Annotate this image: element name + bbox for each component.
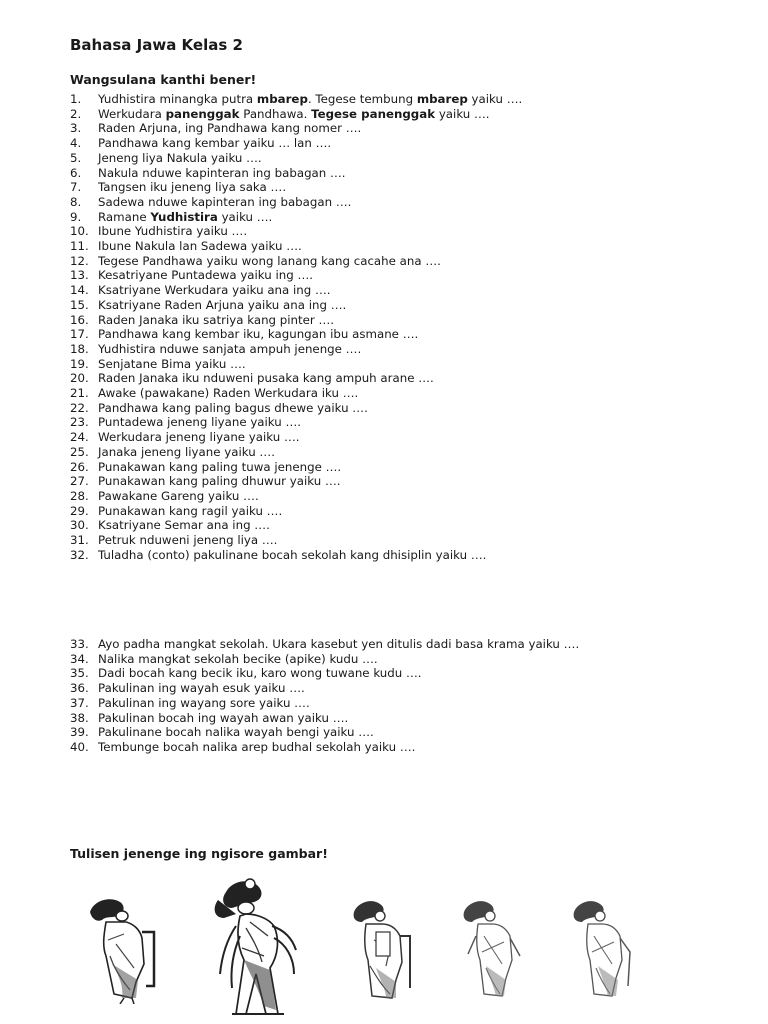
question-number: 10. <box>70 224 89 239</box>
question-item <box>70 652 579 667</box>
question-text: Ramane <box>98 209 151 224</box>
question-list-part2 <box>70 637 579 755</box>
question-text: Sadewa nduwe kapinteran ing babagan …. <box>98 194 352 209</box>
question-bold-term: Tegese panenggak <box>311 106 436 121</box>
question-item <box>70 298 522 313</box>
question-text: Pakulinan bocah ing wayah awan yaiku …. <box>98 710 349 725</box>
question-item <box>70 401 522 416</box>
question-number: 34. <box>70 651 89 666</box>
wayang-puppet-icon <box>346 896 422 1004</box>
question-item <box>70 533 522 548</box>
wayang-puppet-icon <box>568 896 638 1000</box>
question-bold-term: panenggak <box>165 106 240 121</box>
question-number: 31. <box>70 533 89 548</box>
question-text: Ksatriyane Werkudara yaiku ana ing …. <box>98 283 331 298</box>
wayang-puppet-icon <box>206 878 310 1018</box>
question-number: 18. <box>70 341 89 356</box>
question-item <box>70 136 522 151</box>
question-text: Pawakane Gareng yaiku …. <box>98 488 259 503</box>
question-text: Yudhistira minangka putra <box>98 92 257 106</box>
question-number: 6. <box>70 165 82 180</box>
question-item <box>70 254 522 269</box>
question-text: Ibune Yudhistira yaiku …. <box>98 224 248 239</box>
question-text: Raden Janaka iku nduweni pusaka kang ampuh arane …. <box>98 371 434 386</box>
question-item <box>70 151 522 166</box>
question-item <box>70 415 522 430</box>
question-text: Pakulinan ing wayang sore yaiku …. <box>98 695 310 710</box>
question-number: 25. <box>70 444 89 459</box>
question-number: 14. <box>70 283 89 298</box>
question-item <box>70 210 522 225</box>
question-number: 7. <box>70 180 82 195</box>
question-item <box>70 430 522 445</box>
question-text: Punakawan kang paling dhuwur yaiku …. <box>98 474 341 489</box>
question-text: Pandhawa kang kembar yaiku … lan …. <box>98 136 332 151</box>
question-number: 5. <box>70 150 82 165</box>
question-text: Ayo padha mangkat sekolah. Ukara kasebut yen ditulis dadi basa krama yaiku …. <box>98 637 580 651</box>
question-text: Punakawan kang ragil yaiku …. <box>98 503 283 518</box>
question-item <box>70 474 522 489</box>
question-text: Yudhistira nduwe sanjata ampuh jenenge …. <box>98 341 362 356</box>
question-number: 1. <box>70 92 82 106</box>
question-item <box>70 371 522 386</box>
question-text: Raden Janaka iku satriya kang pinter …. <box>98 312 335 327</box>
question-item <box>70 342 522 357</box>
question-text: Janaka jeneng liyane yaiku …. <box>98 444 275 459</box>
question-number: 3. <box>70 121 82 136</box>
question-number: 15. <box>70 297 89 312</box>
question-number: 21. <box>70 386 89 401</box>
question-number: 8. <box>70 194 82 209</box>
question-item <box>70 224 522 239</box>
question-number: 4. <box>70 136 82 151</box>
question-number: 9. <box>70 209 82 224</box>
question-text: Pandhawa kang kembar iku, kagungan ibu asmane …. <box>98 327 419 342</box>
puppet-pictures-row <box>70 872 710 1022</box>
question-text: Pandhawa. <box>239 106 312 121</box>
question-item <box>70 460 522 475</box>
question-item <box>70 386 522 401</box>
question-number: 2. <box>70 106 82 121</box>
question-number: 12. <box>70 253 89 268</box>
question-number: 20. <box>70 371 89 386</box>
question-text: Werkudara <box>98 106 166 121</box>
question-item <box>70 327 522 342</box>
question-item <box>70 107 522 122</box>
question-text: Dadi bocah kang becik iku, karo wong tuwane kudu …. <box>98 666 422 681</box>
question-item <box>70 195 522 210</box>
question-text: Pakulinan ing wayah esuk yaiku …. <box>98 681 305 696</box>
question-text: Petruk nduweni jeneng liya …. <box>98 533 278 548</box>
question-text: Nalika mangkat sekolah becike (apike) kudu …. <box>98 651 378 666</box>
question-text: Punakawan kang paling tuwa jenenge …. <box>98 459 342 474</box>
question-item <box>70 268 522 283</box>
question-text: Tangsen iku jeneng liya saka …. <box>98 180 287 195</box>
question-number: 24. <box>70 430 89 445</box>
question-item <box>70 166 522 181</box>
question-item <box>70 357 522 372</box>
question-item <box>70 548 522 563</box>
question-number: 29. <box>70 503 89 518</box>
section-instruction-answer: Wangsulana kanthi bener! <box>70 72 257 87</box>
question-item <box>70 121 522 136</box>
question-text: . Tegese tembung <box>307 92 417 106</box>
question-text: Awake (pawakane) Raden Werkudara iku …. <box>98 386 359 401</box>
question-number: 38. <box>70 710 89 725</box>
question-item <box>70 681 579 696</box>
question-item <box>70 711 579 726</box>
question-number: 33. <box>70 637 89 651</box>
question-text: yaiku …. <box>467 92 523 106</box>
question-number: 26. <box>70 459 89 474</box>
question-number: 16. <box>70 312 89 327</box>
question-number: 30. <box>70 518 89 533</box>
question-text: Tuladha (conto) pakulinane bocah sekolah kang dhisiplin yaiku …. <box>98 547 487 562</box>
question-number: 13. <box>70 268 89 283</box>
wayang-puppet-icon <box>458 896 528 1000</box>
question-text: Tegese Pandhawa yaiku wong lanang kang cacahe ana …. <box>98 253 441 268</box>
question-item <box>70 489 522 504</box>
section-instruction-pictures: Tulisen jenenge ing ngisore gambar! <box>70 846 328 861</box>
question-list-part1 <box>70 92 522 563</box>
question-text: Jeneng liya Nakula yaiku …. <box>98 150 262 165</box>
question-text: Tembunge bocah nalika arep budhal sekolah yaiku …. <box>98 739 416 754</box>
question-number: 28. <box>70 488 89 503</box>
question-item <box>70 445 522 460</box>
wayang-puppet-icon <box>84 894 164 1004</box>
question-number: 23. <box>70 415 89 430</box>
question-text: Nakula nduwe kapinteran ing babagan …. <box>98 165 346 180</box>
question-number: 39. <box>70 725 89 740</box>
page-title: Bahasa Jawa Kelas 2 <box>70 36 243 54</box>
question-number: 17. <box>70 327 89 342</box>
question-item <box>70 696 579 711</box>
question-text: yaiku …. <box>435 106 490 121</box>
question-text: Raden Arjuna, ing Pandhawa kang nomer …. <box>98 121 362 136</box>
question-text: yaiku …. <box>217 209 273 224</box>
question-text: Senjatane Bima yaiku …. <box>98 356 246 371</box>
question-item <box>70 518 522 533</box>
question-item <box>70 180 522 195</box>
question-item <box>70 725 579 740</box>
question-text: Werkudara jeneng liyane yaiku …. <box>98 430 300 445</box>
question-text: Kesatriyane Puntadewa yaiku ing …. <box>98 268 314 283</box>
question-bold-term: mbarep <box>416 92 468 106</box>
question-item <box>70 504 522 519</box>
question-number: 19. <box>70 356 89 371</box>
question-text: Pandhawa kang paling bagus dhewe yaiku …. <box>98 400 368 415</box>
question-item <box>70 313 522 328</box>
question-item <box>70 283 522 298</box>
question-item <box>70 637 579 652</box>
question-item <box>70 740 579 755</box>
question-number: 32. <box>70 547 89 562</box>
question-text: Pakulinane bocah nalika wayah bengi yaiku …. <box>98 725 374 740</box>
question-text: Ibune Nakula lan Sadewa yaiku …. <box>98 239 302 254</box>
question-number: 35. <box>70 666 89 681</box>
question-number: 11. <box>70 239 89 254</box>
question-number: 27. <box>70 474 89 489</box>
question-item <box>70 92 522 107</box>
question-number: 40. <box>70 739 89 754</box>
question-number: 36. <box>70 681 89 696</box>
question-number: 22. <box>70 400 89 415</box>
question-item <box>70 239 522 254</box>
question-bold-term: mbarep <box>256 92 308 106</box>
question-bold-term: Yudhistira <box>150 209 218 224</box>
question-number: 37. <box>70 695 89 710</box>
question-text: Ksatriyane Semar ana ing …. <box>98 518 270 533</box>
question-text: Puntadewa jeneng liyane yaiku …. <box>98 415 302 430</box>
question-text: Ksatriyane Raden Arjuna yaiku ana ing …. <box>98 297 347 312</box>
question-item <box>70 666 579 681</box>
